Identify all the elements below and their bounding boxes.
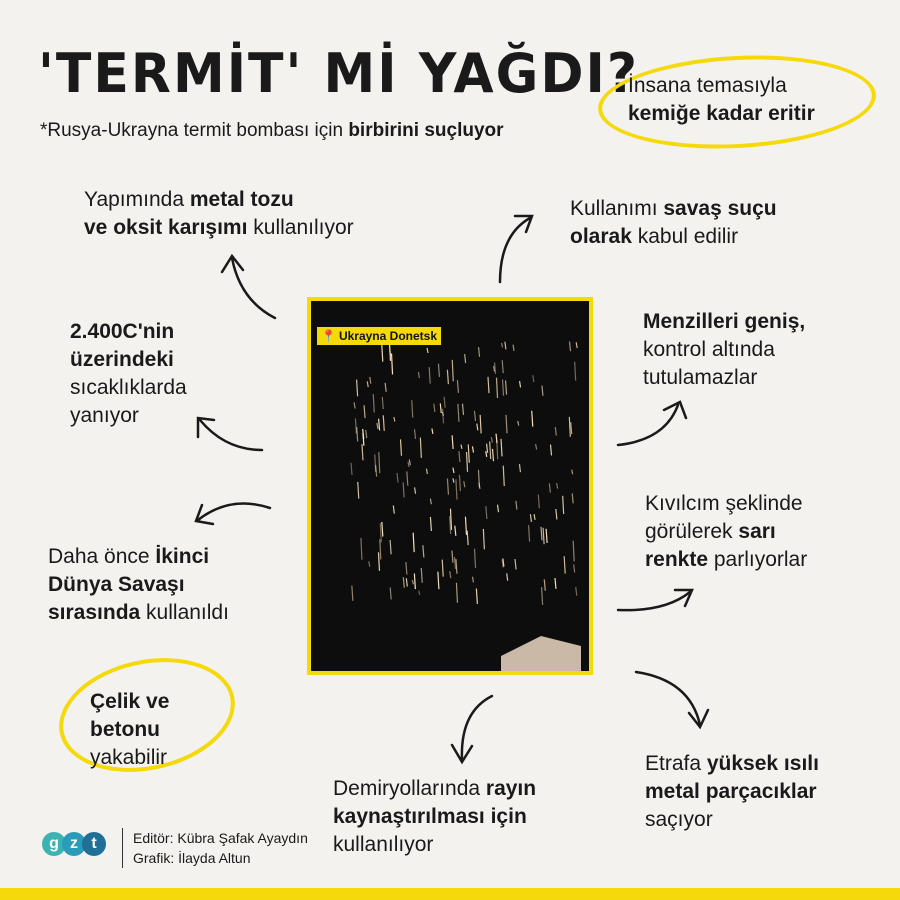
subtitle-text: *Rusya-Ukrayna termit bombası için — [40, 120, 349, 141]
arrow-icon — [198, 418, 262, 450]
bold-text: sırasında — [48, 601, 141, 624]
text: Yapımında — [84, 188, 190, 211]
arrow-icon — [196, 504, 270, 524]
text: Daha önce — [48, 545, 156, 568]
text: kabul edilir — [631, 225, 739, 248]
text: Demiryollarında — [333, 777, 486, 800]
text: yakabilir — [90, 746, 168, 769]
bold-text: renkte — [645, 548, 709, 571]
gzt-logo — [42, 832, 102, 856]
text: İnsana temasıyla — [628, 74, 787, 97]
logo-letter: g — [42, 832, 66, 856]
subtitle-bold: birbirini suçluyor — [348, 120, 504, 141]
bold-text: Menzilleri geniş, — [643, 310, 806, 333]
arrow-icon — [618, 590, 692, 610]
bold-text: kemiğe kadar eritir — [628, 102, 815, 125]
footer-bar — [0, 888, 900, 900]
bold-text: ve oksit karışımı — [84, 216, 248, 239]
bold-text: savaş suçu — [663, 197, 777, 220]
text: kullanıldı — [140, 601, 229, 624]
bold-text: kaynaştırılması için — [333, 805, 527, 828]
page-title: 'TERMİT' Mİ YAĞDI? — [38, 42, 640, 106]
bold-text: Çelik ve — [90, 690, 170, 713]
text: görülerek — [645, 520, 739, 543]
text: tutulamazlar — [643, 366, 758, 389]
editor-credit: Editör: Kübra Şafak Ayaydın — [133, 830, 308, 846]
text: yanıyor — [70, 404, 139, 427]
arrow-icon — [452, 696, 492, 762]
bold-text: rayın — [485, 777, 537, 800]
arrow-icon — [222, 256, 275, 318]
text: saçıyor — [645, 808, 713, 831]
logo-letter: z — [62, 832, 86, 856]
arrow-icon — [500, 216, 532, 282]
bold-text: olarak — [570, 225, 632, 248]
map-pin-icon: 📍 — [321, 329, 336, 343]
bold-text: metal tozu — [189, 188, 294, 211]
bold-text: sarı — [738, 520, 776, 543]
bold-text: betonu — [90, 718, 160, 741]
location-label: Ukrayna Donetsk — [338, 329, 437, 343]
bold-text: metal parçacıklar — [645, 780, 817, 803]
text: sıcaklıklarda — [70, 376, 187, 399]
text: kullanılıyor — [247, 216, 354, 239]
bold-text: üzerindeki — [70, 348, 174, 371]
arrow-icon — [618, 402, 686, 445]
bold-text: yüksek ısılı — [706, 752, 819, 775]
text: kontrol altında — [643, 338, 775, 361]
logo-letter: t — [82, 832, 106, 856]
bold-text: İkinci — [155, 545, 210, 568]
bold-text: Dünya Savaşı — [48, 573, 185, 596]
arrow-icon — [636, 672, 708, 727]
graphic-credit: Grafik: İlayda Altun — [133, 850, 251, 866]
credits — [122, 828, 308, 868]
text: Kıvılcım şeklinde — [645, 492, 803, 515]
text: kullanılıyor — [333, 833, 434, 856]
text: Kullanımı — [570, 197, 664, 220]
text: parlıyorlar — [708, 548, 808, 571]
text: Etrafa — [645, 752, 707, 775]
bold-text: 2.400C'nin — [70, 320, 175, 343]
